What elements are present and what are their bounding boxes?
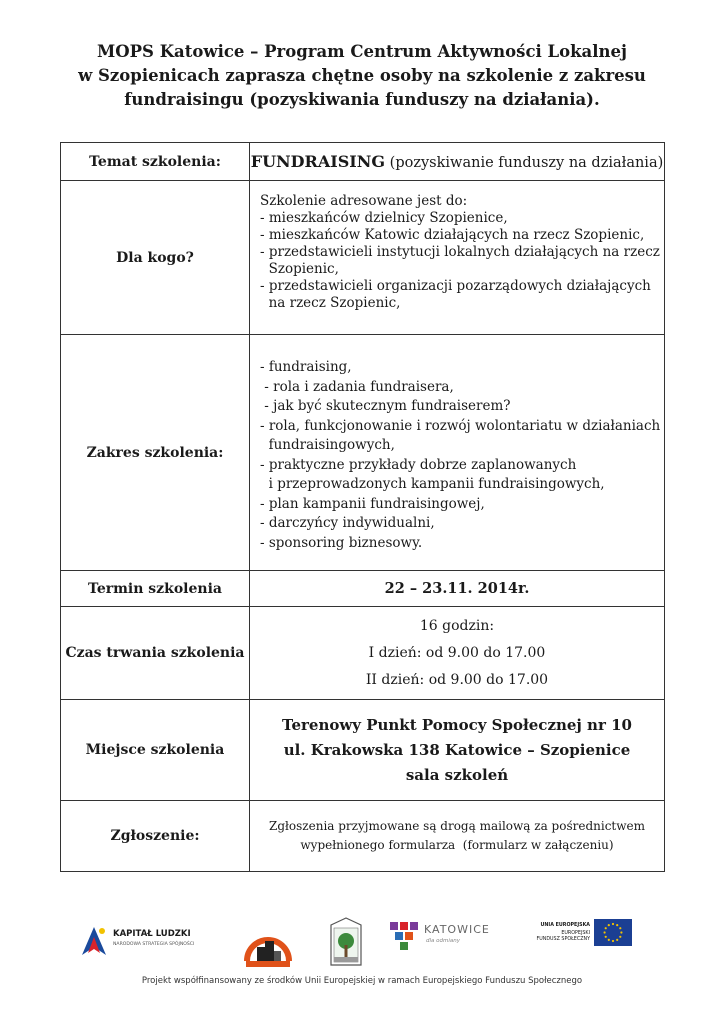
label-temat: Temat szkolenia: [61, 143, 250, 181]
kapital-ludzki-logo [80, 923, 210, 963]
zakres-line: i przeprowadzonych kampanii fundraisingowych, [260, 476, 605, 492]
tree-emblem-icon [328, 915, 364, 969]
miejsce-line: Terenowy Punkt Pomocy Społecznej nr 10 [282, 715, 632, 734]
title-line-3: fundraisingu (pozyskiwania funduszy na działania). [124, 90, 600, 109]
value-termin: 22 – 23.11. 2014r. [250, 571, 665, 607]
kapital-ludzki-emblem-icon [80, 925, 108, 957]
czas-line: II dzień: od 9.00 do 17.00 [365, 671, 549, 688]
value-dla-kogo [250, 181, 665, 335]
value-temat [250, 143, 665, 181]
czas-line: I dzień: od 9.00 do 17.00 [368, 644, 546, 661]
katowice-name: KATOWICE [424, 923, 490, 936]
stowarzyszenie-logo [243, 917, 293, 969]
row-zakres [61, 335, 665, 571]
temat-rest: (pozyskiwanie funduszy na działania) [385, 155, 664, 171]
row-temat [61, 143, 665, 181]
katowice-logo [390, 921, 500, 961]
label-zgloszenie: Zgłoszenie: [61, 801, 250, 872]
kapital-ludzki-subtitle: NARODOWA STRATEGIA SPÓJNOŚCI [113, 942, 195, 947]
value-zakres [250, 335, 665, 571]
zakres-line: - rola i zadania fundraisera, [260, 378, 454, 395]
mops-emblem-logo [328, 915, 364, 969]
kapital-ludzki-title: KAPITAŁ LUDZKI [113, 929, 191, 939]
label-czas: Czas trwania szkolenia [61, 607, 250, 700]
page-title [60, 40, 664, 112]
eu-title: UNIA EUROPEJSKA [540, 923, 590, 928]
footer-note: Projekt współfinansowany ze środków Unii Europejskiej w ramach Europejskiego Funduszu Społecznego [141, 976, 583, 986]
dla-line: - mieszkańców dzielnicy Szopienice, [260, 210, 508, 226]
dla-line: Szkolenie adresowane jest do: [260, 193, 468, 209]
dla-line: Szopienic, [260, 261, 339, 277]
value-czas [250, 607, 665, 700]
katowice-mark-icon [390, 922, 418, 950]
label-zakres: Zakres szkolenia: [61, 335, 250, 571]
dla-line: - przedstawicieli instytucji lokalnych działających na rzecz [260, 244, 660, 260]
logo-strip [60, 905, 665, 975]
eu-sub2: FUNDUSZ SPOŁECZNY [536, 937, 590, 942]
row-miejsce [61, 700, 665, 801]
katowice-tagline: dla odmiany [426, 938, 460, 944]
dla-line: - przedstawicieli organizacji pozarządowych działających [260, 278, 651, 294]
row-termin [61, 571, 665, 607]
miejsce-line: ul. Krakowska 138 Katowice – Szopienice [283, 740, 631, 759]
label-termin: Termin szkolenia [61, 571, 250, 607]
czas-line: 16 godzin: [419, 617, 495, 634]
dla-line: - mieszkańców Katowic działających na rzecz Szopienic, [260, 227, 645, 243]
eu-sub1: EUROPEJSKI [561, 931, 590, 936]
row-dla-kogo [61, 181, 665, 335]
zakres-line: - fundraising, [260, 359, 352, 375]
zakres-line: - darczyńcy indywidualni, [260, 515, 435, 531]
value-miejsce [250, 700, 665, 801]
dla-line: na rzecz Szopienic, [260, 295, 401, 311]
zakres-line: - plan kampanii fundraisingowej, [260, 495, 485, 512]
zakres-line: - sponsoring biznesowy. [260, 534, 423, 551]
label-miejsce: Miejsce szkolenia [61, 700, 250, 801]
zakres-line: - rola, funkcjonowanie i rozwój wolontariatu w działaniach [260, 417, 661, 434]
eu-flag-icon [594, 919, 632, 946]
zgloszenie-line: Zgłoszenia przyjmowane są drogą mailową za pośrednictwem [269, 819, 645, 833]
eu-efs-logo [526, 919, 636, 959]
temat-main: FUNDRAISING [250, 152, 386, 171]
zakres-line: - jak być skutecznym fundraiserem? [260, 398, 511, 414]
training-info-table [60, 142, 665, 872]
row-zgloszenie [61, 801, 665, 872]
miejsce-line: sala szkoleń [405, 765, 509, 784]
title-line-2: w Szopienicach zaprasza chętne osoby na szkolenie z zakresu [78, 66, 646, 85]
label-dla-kogo: Dla kogo? [61, 181, 250, 335]
row-czas [61, 607, 665, 700]
title-line-1: MOPS Katowice – Program Centrum Aktywności Lokalnej [97, 42, 627, 61]
value-zgloszenie [250, 801, 665, 872]
arch-building-icon [243, 917, 293, 969]
zakres-line: fundraisingowych, [260, 437, 395, 453]
zakres-line: - praktyczne przykłady dobrze zaplanowanych [260, 456, 577, 473]
zgloszenie-line: wypełnionego formularza (formularz w załączeniu) [300, 838, 614, 852]
